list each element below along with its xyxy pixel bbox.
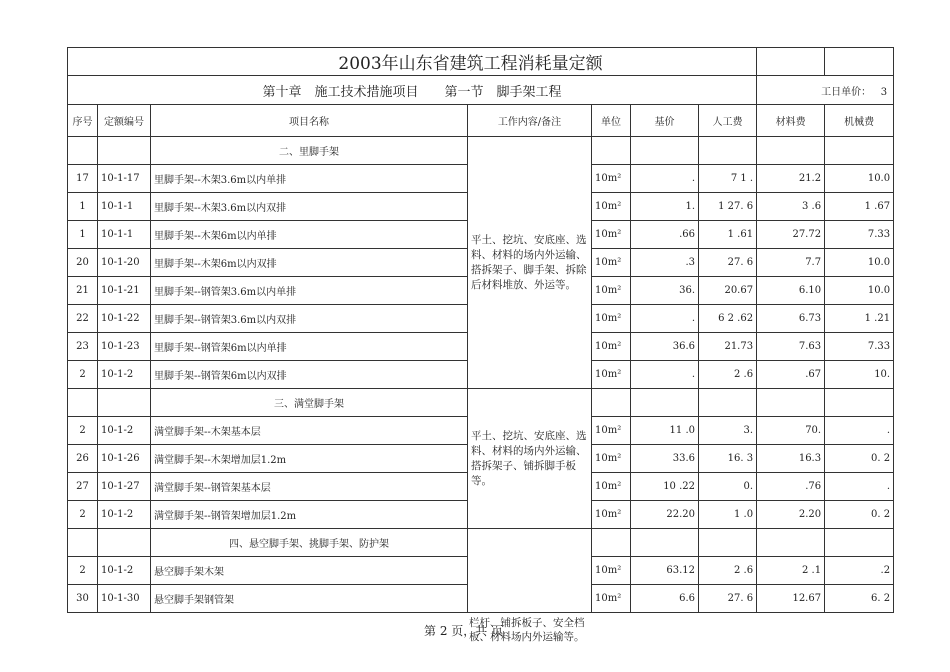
blank-cell [631, 529, 699, 557]
rate-label: 工日单价： [821, 86, 872, 98]
item-name: 满堂脚手架--木架增加层1.2m [151, 445, 468, 473]
unit-cell: 10m² [592, 165, 631, 193]
col-header: 定额编号 [98, 105, 151, 137]
quota-code: 10-1-22 [98, 305, 151, 333]
labor-cost: 1 27. 6 [699, 193, 757, 221]
material-cost: 12.67 [757, 585, 825, 613]
unit-cell: 10m² [592, 305, 631, 333]
machine-cost: . [825, 417, 894, 445]
labor-cost: 1 .61 [699, 221, 757, 249]
row-number: 2 [68, 501, 98, 529]
item-name: 里脚手架--钢管架3.6m以内单排 [151, 277, 468, 305]
material-cost: .76 [757, 473, 825, 501]
item-name: 里脚手架--钢管架6m以内双排 [151, 361, 468, 389]
labor-cost: 2 .6 [699, 361, 757, 389]
base-price: . [631, 305, 699, 333]
unit-cell: 10m² [592, 277, 631, 305]
base-price: 63.12 [631, 557, 699, 585]
material-cost: 2.20 [757, 501, 825, 529]
col-header: 机械费 [825, 105, 894, 137]
labor-cost: 21.73 [699, 333, 757, 361]
row-number: 27 [68, 473, 98, 501]
material-cost: 70. [757, 417, 825, 445]
col-header: 基价 [631, 105, 699, 137]
blank-cell [825, 529, 894, 557]
machine-cost: 10.0 [825, 249, 894, 277]
base-price: 36.6 [631, 333, 699, 361]
labor-cost: 27. 6 [699, 585, 757, 613]
col-header: 单位 [592, 105, 631, 137]
base-price: .3 [631, 249, 699, 277]
labor-cost: 3. [699, 417, 757, 445]
quota-code: 10-1-2 [98, 557, 151, 585]
item-name: 满堂脚手架--钢管架增加层1.2m [151, 501, 468, 529]
machine-cost: . [825, 473, 894, 501]
base-price: . [631, 165, 699, 193]
machine-cost: 0. 2 [825, 501, 894, 529]
material-cost: 16.3 [757, 445, 825, 473]
labor-cost: 20.67 [699, 277, 757, 305]
blank-cell [699, 529, 757, 557]
blank-cell [825, 137, 894, 165]
row-number: 30 [68, 585, 98, 613]
quota-code: 10-1-1 [98, 193, 151, 221]
item-name: 里脚手架--木架3.6m以内单排 [151, 165, 468, 193]
section-row [68, 529, 894, 557]
item-name: 里脚手架--木架6m以内单排 [151, 221, 468, 249]
row-number: 2 [68, 361, 98, 389]
unit-cell: 10m² [592, 585, 631, 613]
row-number: 2 [68, 557, 98, 585]
base-price: 11 .0 [631, 417, 699, 445]
base-price: 36. [631, 277, 699, 305]
section-title: 三、满堂脚手架 [151, 389, 468, 417]
blank-cell [98, 389, 151, 417]
blank-cell [592, 137, 631, 165]
unit-cell: 10m² [592, 361, 631, 389]
item-name: 里脚手架--钢管架3.6m以内双排 [151, 305, 468, 333]
base-price: 6.6 [631, 585, 699, 613]
remark-cell [468, 529, 592, 613]
machine-cost: 1 .67 [825, 193, 894, 221]
unit-cell: 10m² [592, 221, 631, 249]
base-price: 22.20 [631, 501, 699, 529]
material-cost: 3 .6 [757, 193, 825, 221]
item-name: 里脚手架--木架6m以内双排 [151, 249, 468, 277]
remark-cell [468, 389, 592, 529]
item-name: 满堂脚手架--木架基本层 [151, 417, 468, 445]
unit-cell: 10m² [592, 501, 631, 529]
machine-cost: 10.0 [825, 165, 894, 193]
blank-cell [98, 137, 151, 165]
labor-cost: 27. 6 [699, 249, 757, 277]
machine-cost: 7.33 [825, 221, 894, 249]
rate-cell [757, 76, 894, 105]
item-name: 满堂脚手架--钢管架基本层 [151, 473, 468, 501]
blank-cell [631, 389, 699, 417]
blank-cell [68, 137, 98, 165]
base-price: 1. [631, 193, 699, 221]
machine-cost: 10. [825, 361, 894, 389]
quota-code: 10-1-30 [98, 585, 151, 613]
blank-cell [68, 389, 98, 417]
material-cost: 7.7 [757, 249, 825, 277]
material-cost: .67 [757, 361, 825, 389]
item-name: 悬空脚手架钢管架 [151, 585, 468, 613]
machine-cost: 10.0 [825, 277, 894, 305]
blank-cell [98, 529, 151, 557]
col-header: 人工费 [699, 105, 757, 137]
rate-value: 3 [880, 86, 888, 98]
machine-cost: 1 .21 [825, 305, 894, 333]
page-title: 2003年山东省建筑工程消耗量定额 [68, 48, 757, 76]
quota-code: 10-1-21 [98, 277, 151, 305]
quota-table [67, 47, 894, 613]
row-number: 26 [68, 445, 98, 473]
remark-text: 平土、挖坑、安底座、选料、材料的场内外运输、搭拆架子、脚手架、拆除后材料堆放、外运等。 [471, 233, 587, 291]
labor-cost: 7 1 . [699, 165, 757, 193]
row-number: 23 [68, 333, 98, 361]
overflow-remark: 栏杆、铺拆板子、安全档板、材料场内外运输等。 [469, 617, 585, 643]
material-cost: 21.2 [757, 165, 825, 193]
quota-code: 10-1-20 [98, 249, 151, 277]
row-number: 17 [68, 165, 98, 193]
section-title: 二、里脚手架 [151, 137, 468, 165]
remark-text: 平土、挖坑、安底座、选料、材料的场内外运输、搭拆架子、铺拆脚手板等。 [471, 429, 587, 487]
base-price: .66 [631, 221, 699, 249]
row-number: 21 [68, 277, 98, 305]
base-price: . [631, 361, 699, 389]
labor-cost: 16. 3 [699, 445, 757, 473]
col-header: 序号 [68, 105, 98, 137]
quota-sheet [67, 47, 893, 606]
item-name: 悬空脚手架木架 [151, 557, 468, 585]
item-name: 里脚手架--木架3.6m以内双排 [151, 193, 468, 221]
row-number: 1 [68, 221, 98, 249]
unit-cell: 10m² [592, 249, 631, 277]
blank-cell [68, 529, 98, 557]
blank-cell [592, 389, 631, 417]
section-row [68, 137, 894, 165]
material-cost: 27.72 [757, 221, 825, 249]
chapter-title: 第十章 施工技术措施项目 第一节 脚手架工程 [68, 76, 757, 105]
blank-cell [699, 389, 757, 417]
blank-cell [757, 529, 825, 557]
material-cost: 6.10 [757, 277, 825, 305]
quota-code: 10-1-2 [98, 417, 151, 445]
unit-cell: 10m² [592, 445, 631, 473]
quota-code: 10-1-26 [98, 445, 151, 473]
machine-cost: 7.33 [825, 333, 894, 361]
col-header: 材料费 [757, 105, 825, 137]
section-title: 四、悬空脚手架、挑脚手架、防护架 [151, 529, 468, 557]
machine-cost: 6. 2 [825, 585, 894, 613]
material-cost: 6.73 [757, 305, 825, 333]
labor-cost: 6 2 .62 [699, 305, 757, 333]
page-footer: 第 2 页，共 页 [424, 624, 504, 638]
table-body [68, 137, 894, 613]
unit-cell: 10m² [592, 473, 631, 501]
row-number: 2 [68, 417, 98, 445]
machine-cost: .2 [825, 557, 894, 585]
row-number: 20 [68, 249, 98, 277]
blank-cell [592, 529, 631, 557]
section-row [68, 389, 894, 417]
unit-cell: 10m² [592, 193, 631, 221]
unit-cell: 10m² [592, 417, 631, 445]
quota-code: 10-1-2 [98, 501, 151, 529]
labor-cost: 1 .0 [699, 501, 757, 529]
unit-cell: 10m² [592, 557, 631, 585]
row-number: 22 [68, 305, 98, 333]
blank-cell [699, 137, 757, 165]
material-cost: 7.63 [757, 333, 825, 361]
quota-code: 10-1-17 [98, 165, 151, 193]
quota-code: 10-1-23 [98, 333, 151, 361]
item-name: 里脚手架--钢管架6m以内单排 [151, 333, 468, 361]
labor-cost: 0. [699, 473, 757, 501]
quota-code: 10-1-27 [98, 473, 151, 501]
blank-cell [757, 137, 825, 165]
header-row [68, 105, 894, 137]
remark-cell [468, 137, 592, 389]
blank-cell [825, 389, 894, 417]
unit-cell: 10m² [592, 333, 631, 361]
row-number: 1 [68, 193, 98, 221]
col-header: 项目名称 [151, 105, 468, 137]
labor-cost: 2 .6 [699, 557, 757, 585]
machine-cost: 0. 2 [825, 445, 894, 473]
quota-code: 10-1-2 [98, 361, 151, 389]
base-price: 10 .22 [631, 473, 699, 501]
col-header: 工作内容/备注 [468, 105, 592, 137]
blank-cell [631, 137, 699, 165]
blank-cell [757, 389, 825, 417]
material-cost: 2 .1 [757, 557, 825, 585]
quota-code: 10-1-1 [98, 221, 151, 249]
base-price: 33.6 [631, 445, 699, 473]
